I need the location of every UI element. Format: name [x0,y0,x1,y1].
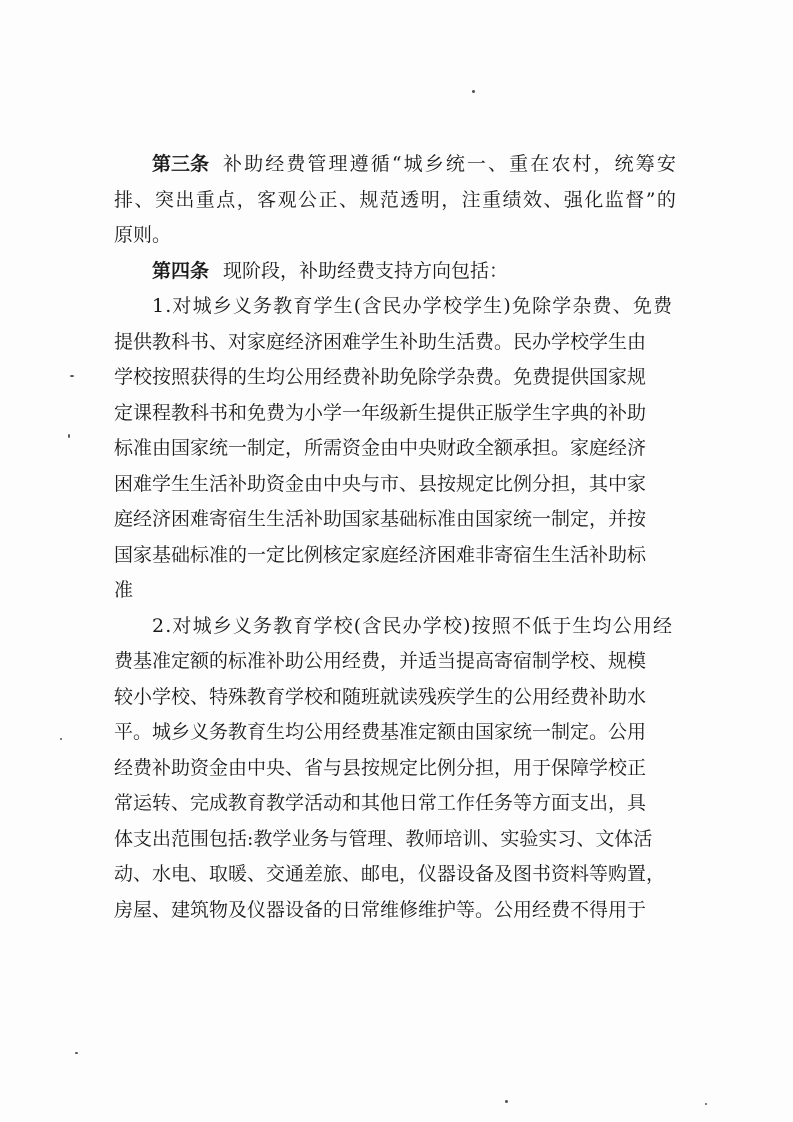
item1-line [114,325,684,361]
item1-text: 庭经济困难寄宿生生活补助国家基础标准由国家统一制定，并按 [114,508,647,530]
scan-speck [70,375,74,377]
item2-line [114,715,684,751]
item2-text: 常运转、完成教育教学活动和其他日常工作任务等方面支出，具 [114,792,647,814]
document-body [114,147,684,928]
item2-text: 费基准定额的标准补助公用经费，并适当提高寄宿制学校、规模 [114,650,647,672]
article3-text: 原则。 [114,224,172,246]
scan-speck [60,738,62,740]
item2-line [114,751,684,787]
scan-speck [705,1103,707,1105]
article3-text: 补助经费管理遵循“城乡统一、重在农村，统筹安 [223,153,678,175]
item2-line [114,786,684,822]
item2-text: 经费补助资金由中央、省与县按规定比例分担，用于保障学校正 [114,756,647,779]
article3-line-1 [114,147,684,183]
article3-text: 排、突出重点，客观公正、规范透明，注重绩效、强化监督”的 [114,188,678,211]
item2-line [114,609,684,645]
item2-text: 体支出范围包括:教学业务与管理、教师培训、实验实习、文体活 [114,827,653,850]
article3-line-3 [114,218,684,254]
item1-text: 准 [114,579,134,601]
scan-speck [472,90,475,93]
item1-line [114,573,684,609]
item1-text: 学校按照获得的生均公用经费补助免除学杂费。免费提供国家规 [114,366,647,388]
item2-line [114,644,684,680]
item1-text: 提供教科书、对家庭经济困难学生补助生活费。民办学校学生由 [114,330,647,353]
item2-text: 平。城乡义务教育生均公用经费基准定额由国家统一制定。公用 [114,721,647,743]
item1-line [114,431,684,467]
item2-line [114,893,684,929]
article3-heading: 第三条 [152,153,210,175]
item1-line [114,289,684,325]
item2-text: 动、水电、取暖、交通差旅、邮电，仪器设备及图书资料等购置， [114,863,666,885]
item1-line [114,502,684,538]
item1-line [114,467,684,503]
scan-speck [505,1100,508,1103]
item2-text: 房屋、建筑物及仪器设备的日常维修维护等。公用经费不得用于 [114,898,647,921]
article4-heading: 第四条 [152,259,210,282]
scan-speck [68,434,70,438]
item1-text: 定课程教科书和免费为小学一年级新生提供正版学生字典的补助 [114,401,647,424]
item2-line [114,857,684,893]
item2-text: 2.对城乡义务教育学校(含民办学校)按照不低于生均公用经 [152,614,674,637]
item1-text: 1.对城乡义务教育学生(含民办学校学生)免除学杂费、免费 [152,295,674,317]
scan-speck [75,1052,78,1054]
item1-line [114,538,684,574]
item1-text: 标准由国家统一制定，所需资金由中央财政全额承担。家庭经济 [114,437,647,459]
item2-text: 较小学校、特殊教育学校和随班就读残疾学生的公用经费补助水 [114,685,647,708]
item2-line [114,822,684,858]
item2-line [114,680,684,716]
article3-line-2 [114,183,684,219]
item1-line [114,396,684,432]
item1-text: 国家基础标准的一定比例核定家庭经济困难非寄宿生生活补助标 [114,543,647,566]
item1-line [114,360,684,396]
article4-line-1 [114,254,684,290]
item1-text: 困难学生生活补助资金由中央与市、县按规定比例分担，其中家 [114,472,647,495]
article4-intro: 现阶段，补助经费支持方向包括： [223,259,509,282]
